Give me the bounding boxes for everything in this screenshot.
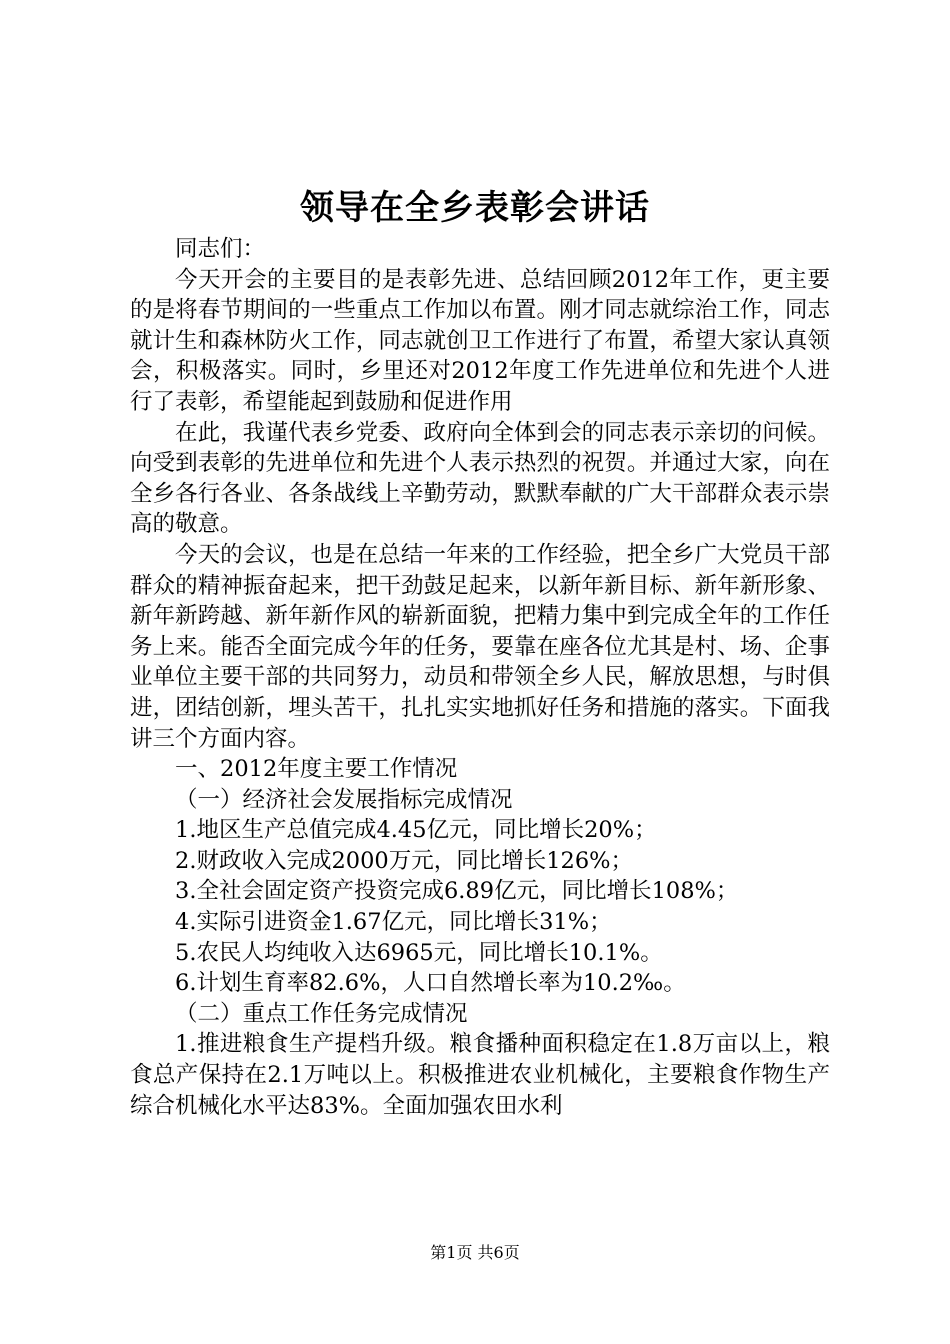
subsection-heading-2: （二）重点工作任务完成情况 bbox=[175, 1000, 468, 1027]
document-title: 领导在全乡表彰会讲话 bbox=[300, 188, 650, 228]
salutation: 同志们： bbox=[175, 236, 266, 262]
document-body bbox=[130, 234, 830, 1121]
paragraph-meeting-purpose: 今天的会议，也是在总结一年来的工作经验，把全乡广大党员干部群众的精神振奋起来，把干劲鼓足起来，以新年新目标、新年新形象、新年新跨越、新年新作风的崭新面貌，把精力集中到完成全年的工作任务上来。能否全面完成今年的任务，要靠在座各位尤其是村、场、企事业单位主要干部的共同努力，动员和带领全乡人民，解放思想，与时俱进，团结创新，埋头苦干，扎扎实实地抓好任务和措施的落实。下面我讲三个方面内容。 bbox=[130, 541, 830, 752]
list-item: 1.地区生产总值完成4.45亿元，同比增长20%； bbox=[175, 817, 657, 844]
paragraph-opening: 今天开会的主要目的是表彰先进、总结回顾2012年工作，更主要的是将春节期间的一些重点工作加以布置。刚才同志就综治工作，同志就计生和森林防火工作，同志就创卫工作进行了布置，希望大家认真领会，积极落实。同时，乡里还对2012年度工作先进单位和先进个人进行了表彰，希望能起到鼓励和促进作用 bbox=[130, 266, 830, 415]
page-number-footer: 第1页 共6页 bbox=[430, 1243, 520, 1262]
paragraph-grain-production: 1.推进粮食生产提档升级。粮食播种面积稳定在1.8万亩以上，粮食总产保持在2.1万吨以上。积极推进农业机械化，主要粮食作物生产综合机械化水平达83%。全面加强农田水利 bbox=[130, 1031, 830, 1119]
subsection-heading-1: （一）经济社会发展指标完成情况 bbox=[175, 786, 513, 813]
paragraph-greeting: 在此，我谨代表乡党委、政府向全体到会的同志表示亲切的问候。向受到表彰的先进单位和先进个人表示热烈的祝贺。并通过大家，向在全乡各行各业、各条战线上辛勤劳动，默默奉献的广大干部群众表示崇高的敬意。 bbox=[130, 419, 830, 538]
list-item: 5.农民人均纯收入达6965元，同比增长10.1%。 bbox=[175, 939, 663, 966]
section-heading-1: 一、2012年度主要工作情况 bbox=[175, 756, 458, 783]
list-item: 2.财政收入完成2000万元，同比增长126%； bbox=[175, 847, 634, 874]
list-item: 6.计划生育率82.6%，人口自然增长率为10.2‰。 bbox=[175, 970, 686, 997]
list-item: 3.全社会固定资产投资完成6.89亿元，同比增长108%； bbox=[175, 878, 739, 905]
list-item: 4.实际引进资金1.67亿元，同比增长31%； bbox=[175, 909, 612, 936]
